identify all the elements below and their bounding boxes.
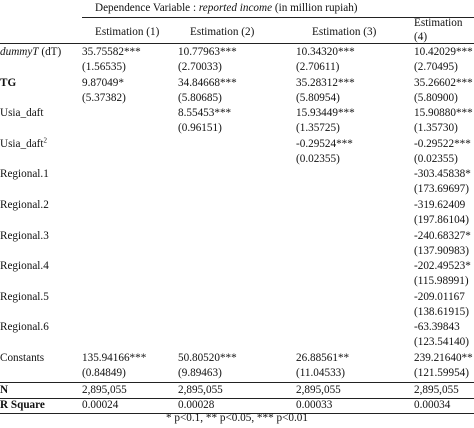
- coef-4: 15.90880***: [414, 107, 473, 120]
- n-value-3: 2,895,055: [296, 384, 341, 396]
- row-label: [0, 107, 44, 120]
- coef-4: -303.45838*: [414, 168, 471, 181]
- row-label-text: Constants: [0, 352, 45, 364]
- row-label: [0, 321, 49, 334]
- dependence-variable-header: [95, 2, 358, 15]
- std-error-4: (123.54140): [414, 336, 469, 349]
- coef-4: 10.42029***: [414, 46, 473, 58]
- coef-1: 9.87049*: [82, 76, 124, 89]
- coef-3: 26.88561**: [296, 352, 350, 364]
- dependence-label: Dependence Variable :: [95, 2, 197, 14]
- std-error-1: (1.56535): [82, 61, 126, 73]
- std-error-4: (2.70495): [414, 61, 458, 73]
- row-label-text: Regional.6: [0, 321, 49, 334]
- std-error-4: (121.59954): [414, 367, 469, 379]
- row-label-text: TG: [0, 76, 17, 89]
- n-value-2: 2,895,055: [178, 384, 223, 396]
- coef-2: 50.80520***: [178, 352, 237, 364]
- coef-3: 35.28312***: [296, 76, 355, 89]
- std-error-2: (2.70033): [178, 61, 222, 73]
- row-label-text: Regional.3: [0, 229, 49, 242]
- r2-value-2: 0.00028: [178, 399, 215, 411]
- significance-footnote: * p<0.1, ** p<0.05, *** p<0.01: [166, 412, 308, 424]
- coef-2: 8.55453***: [178, 107, 232, 120]
- dependence-variable-name: reported income: [198, 2, 273, 14]
- coef-3: 15.93449***: [296, 107, 355, 120]
- std-error-2: (5.80685): [178, 91, 222, 104]
- coef-2: 34.84668***: [178, 76, 237, 89]
- header-bottom-rule: [0, 43, 474, 44]
- row-label-superscript: 2: [43, 136, 47, 145]
- n-label: N: [0, 384, 9, 396]
- col-header-1: Estimation (1): [95, 26, 160, 38]
- coef-3: 10.34320***: [296, 46, 355, 58]
- coef-4: -240.68327*: [414, 229, 471, 242]
- r2-value-3: 0.00033: [296, 399, 333, 411]
- std-error-4: (197.86104): [414, 214, 469, 226]
- col-header-3: Estimation (3): [312, 26, 377, 38]
- coef-2: 10.77963***: [178, 46, 237, 58]
- std-error-3: (0.02355): [296, 152, 340, 165]
- std-error-3: (1.35725): [296, 122, 340, 135]
- stats-top-rule: [0, 382, 474, 383]
- row-label-text: Regional.2: [0, 199, 49, 211]
- std-error-4: (115.98991): [414, 275, 469, 288]
- coef-4: 239.21640**: [414, 352, 473, 364]
- row-label-text: Usia_daft: [0, 137, 44, 150]
- r2-label: R Square: [0, 399, 45, 411]
- r2-value-1: 0.00024: [82, 399, 119, 411]
- std-error-1: (5.37382): [82, 91, 126, 104]
- std-error-2: (9.89463): [178, 367, 222, 379]
- coef-1: 135.94166***: [82, 352, 147, 364]
- col-header-2: Estimation (2): [190, 26, 255, 38]
- coef-4: -202.49523*: [414, 260, 471, 273]
- row-label-text: Regional.1: [0, 168, 49, 181]
- std-error-4: (137.90983): [414, 244, 469, 257]
- col-header-4-line1: Estimation: [414, 17, 463, 29]
- dependence-unit: (in million rupiah): [274, 2, 358, 14]
- n-value-4: 2,895,055: [414, 384, 459, 396]
- std-error-2: (0.96151): [178, 122, 222, 135]
- row-label: [0, 291, 49, 304]
- coef-4: -0.29522***: [414, 137, 471, 150]
- std-error-3: (5.80954): [296, 91, 340, 104]
- row-label-rest: (dT): [38, 46, 62, 58]
- coef-4: -63.39843: [414, 321, 460, 334]
- std-error-4: (173.69697): [414, 183, 469, 196]
- n-bottom-rule: [0, 398, 474, 399]
- row-label: [0, 352, 44, 365]
- row-label-text: Regional.5: [0, 290, 49, 303]
- std-error-4: (5.80900): [414, 91, 458, 104]
- std-error-3: (11.04533): [296, 367, 345, 379]
- coef-4: -209.01167: [414, 290, 465, 303]
- row-label: [0, 199, 49, 212]
- row-label-text: Regional.4: [0, 260, 49, 273]
- coef-1: 35.75582***: [82, 46, 141, 58]
- row-label: [0, 168, 49, 181]
- std-error-3: (2.70611): [296, 61, 340, 73]
- std-error-4: (138.61915): [414, 305, 469, 318]
- std-error-4: (0.02355): [414, 152, 458, 165]
- coef-4: -319.62409: [414, 199, 466, 211]
- row-label: [0, 138, 47, 151]
- row-label: [0, 260, 49, 273]
- row-label-text: Usia_daft: [0, 107, 44, 120]
- col-header-4-line2: (4): [414, 31, 428, 43]
- row-label-italic: dummyT: [0, 46, 39, 58]
- row-label: [0, 46, 61, 59]
- n-value-1: 2,895,055: [82, 384, 127, 396]
- std-error-1: (0.84849): [82, 367, 126, 379]
- r2-value-4: 0.00034: [414, 399, 451, 411]
- row-label: [0, 230, 49, 243]
- row-label: [0, 77, 16, 90]
- coef-4: 35.26602***: [414, 76, 473, 89]
- coef-3: -0.29524***: [296, 137, 353, 150]
- std-error-4: (1.35730): [414, 122, 458, 135]
